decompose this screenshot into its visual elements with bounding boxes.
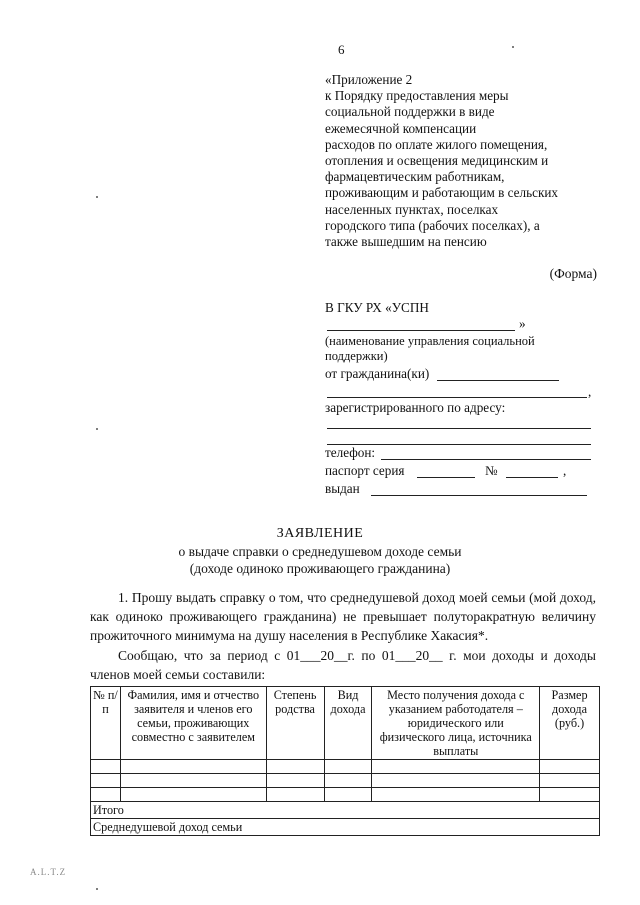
appendix-line: городского типа (рабочих поселках), а (325, 217, 540, 233)
table-header: Место получения дохода с указанием работодателя – юридического или физического лица, источника выплаты (372, 687, 540, 760)
paragraph-request: 1. Прошу выдать справку о том, что среднедушевой доход моей семьи (мой доход, как одиноко проживающего гражданина) не превышает полуторакратную величину прожиточного минимума на душу населения в Республике Хакасия*. (90, 590, 596, 643)
scan-speck (96, 888, 98, 890)
phone-label: телефон: (325, 445, 376, 460)
document-subtitle: о выдаче справки о среднедушевом доходе семьи (178, 544, 462, 559)
institution-name-line[interactable] (327, 330, 515, 331)
issued-line[interactable] (371, 495, 587, 496)
scan-speck (512, 46, 514, 48)
institution-name-hint: поддержки) (325, 349, 388, 363)
appendix-line: отопления и освещения медицинским и (325, 153, 549, 169)
scan-speck (96, 196, 98, 198)
appendix-line: расходов по оплате жилого помещения, (325, 136, 548, 152)
appendix-line: фармацевтическим работникам, (325, 169, 505, 185)
table-row[interactable] (91, 788, 600, 802)
table-total-row (91, 802, 600, 819)
table-header: № п/п (91, 687, 121, 760)
appendix-line: проживающим и работающим в сельских (325, 185, 559, 201)
appendix-header (325, 72, 625, 250)
table-header: Фамилия, имя и отчество заявителя и членов его семьи, проживающих совместно с заявителем (120, 687, 266, 760)
income-table (90, 686, 600, 836)
applicant-name-line[interactable] (437, 380, 559, 381)
addressee-to: В ГКУ РХ «УСПН (325, 300, 429, 315)
appendix-line: также вышедшим на пенсию (325, 234, 487, 250)
appendix-line: ежемесячной компенсации (325, 120, 477, 136)
table-header: Степень родства (266, 687, 324, 760)
table-average-row (91, 819, 600, 836)
scan-speck (96, 428, 98, 430)
appendix-line: «Приложение 2 (325, 72, 413, 87)
page-number: 6 (338, 42, 345, 57)
passport-number-line[interactable] (506, 477, 558, 478)
passport-series-label: паспорт серия (325, 463, 405, 478)
table-header-row (91, 687, 600, 760)
document-title: ЗАЯВЛЕНИЕ (276, 526, 364, 541)
form-label: (Форма) (549, 266, 597, 281)
passport-comma: , (563, 463, 567, 478)
appendix-line: к Порядку предоставления меры (325, 88, 509, 104)
document-subtitle: (доходе одиноко проживающего гражданина) (189, 561, 451, 576)
paragraph-period: Сообщаю, что за период с 01___20__г. по 01___20__ г. мои доходы и доходы членов моей семьи составили: (90, 648, 596, 682)
passport-series-line[interactable] (417, 477, 475, 478)
applicant-name-line-2[interactable] (327, 397, 587, 398)
table-row[interactable] (91, 760, 600, 774)
appendix-line: социальной поддержки в виде (325, 104, 495, 120)
phone-line[interactable] (381, 459, 591, 460)
comma: , (588, 384, 592, 399)
address-line-1[interactable] (327, 428, 591, 429)
issued-label: выдан (325, 481, 360, 496)
institution-name-hint: (наименование управления социальной (325, 334, 535, 348)
total-label: Итого (91, 802, 600, 819)
table-row[interactable] (91, 774, 600, 788)
footer-scribble: A.L.T.Z (30, 867, 67, 877)
appendix-line: населенных пунктах, поселках (325, 201, 499, 217)
table-header: Вид дохода (324, 687, 372, 760)
table-header: Размер дохода (руб.) (540, 687, 600, 760)
average-income-label: Среднедушевой доход семьи (91, 819, 600, 836)
closing-quote: » (519, 316, 526, 331)
passport-number-label: № (485, 463, 498, 478)
registered-label: зарегистрированного по адресу: (325, 400, 506, 415)
from-label: от гражданина(ки) (325, 366, 430, 381)
